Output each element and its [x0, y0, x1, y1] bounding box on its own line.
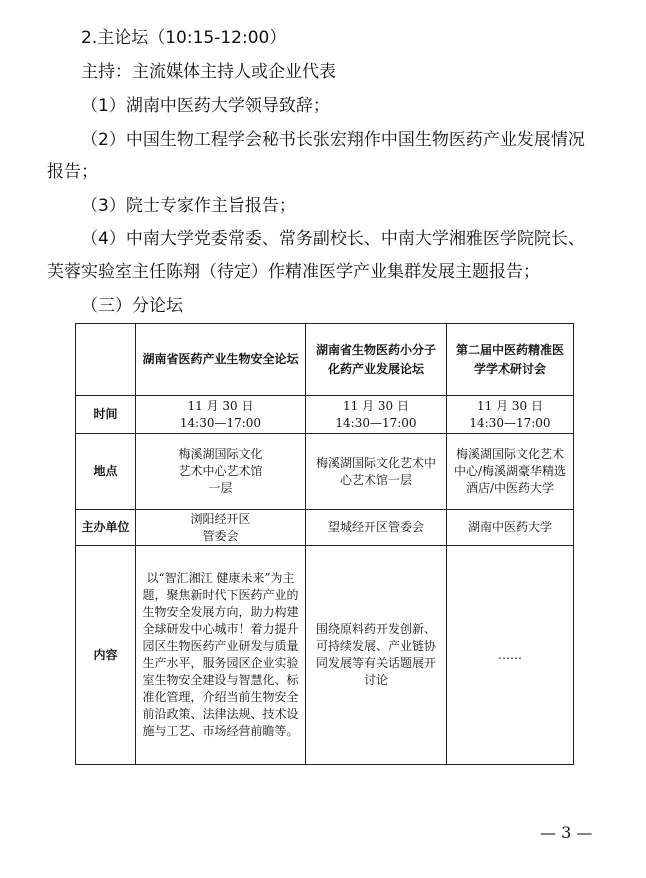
- row-label-time: 时间: [76, 396, 136, 434]
- column-header-small-molecule-forum: 湖南省生物医药小分子化药产业发展论坛: [306, 324, 447, 396]
- table-cell: 梅溪湖国际文化 艺术中心艺术馆 一层: [136, 434, 306, 510]
- table-cell: 望城经开区管委会: [306, 510, 447, 546]
- table-row-organizer: [76, 510, 574, 546]
- page-number: — 3 —: [540, 823, 593, 842]
- host-line: 主持：主流媒体主持人或企业代表: [81, 62, 336, 82]
- sub-forum-table: [75, 323, 574, 765]
- table-cell: 11 月 30 日 14:30—17:00: [447, 396, 574, 434]
- table-cell: 11 月 30 日 14:30—17:00: [306, 396, 447, 434]
- table-cell: ……: [447, 546, 574, 765]
- table-cell: 梅溪湖国际文化艺术中心艺术馆一层: [306, 434, 447, 510]
- agenda-item-3: （3）院士专家作主旨报告；: [81, 196, 296, 216]
- sub-forum-heading: （三）分论坛: [81, 296, 183, 316]
- column-header-biosafety-forum: 湖南省医药产业生物安全论坛: [136, 324, 306, 396]
- table-cell: 浏阳经开区 管委会: [136, 510, 306, 546]
- agenda-item-2: （2）中国生物工程学会秘书长张宏翔作中国生物医药产业发展情况: [81, 130, 585, 150]
- table-cell: 湖南中医药大学: [447, 510, 574, 546]
- row-label-venue: 地点: [76, 434, 136, 510]
- agenda-item-1: （1）湖南中医药大学领导致辞；: [81, 96, 330, 116]
- agenda-item-2-continued: 报告；: [47, 162, 98, 182]
- row-label-organizer: 主办单位: [76, 510, 136, 546]
- table-cell: 围绕原料药开发创新、可持续发展、产业链协同发展等有关话题展开讨论: [306, 546, 447, 765]
- table-row-time: [76, 396, 574, 434]
- table-cell: 以“智汇湘江 健康未来”为主题，聚焦新时代下医药产业的生物安全发展方向，助力构建全球研发中心城市！着力提升园区生物医药产业研发与质量生产水平，服务园区企业实验室生物安全建设与智慧化、标准化管理，介绍当前生物安全前沿政策、法律法规、技术设施与工艺、市场经营前瞻等。: [136, 546, 306, 765]
- main-forum-heading: 2.主论坛（10:15-12:00）: [81, 28, 287, 48]
- column-header-tcm-precision-forum: 第二届中医药精准医学学术研讨会: [447, 324, 574, 396]
- table-header-row: [76, 324, 574, 396]
- table-cell: 梅溪湖国际文化艺术中心/梅溪湖豪华精选酒店/中医药大学: [447, 434, 574, 510]
- row-label-content: 内容: [76, 546, 136, 765]
- table-corner-cell: [76, 324, 136, 396]
- table-row-venue: [76, 434, 574, 510]
- agenda-item-4: （4）中南大学党委常委、常务副校长、中南大学湘雅医学院院长、: [81, 229, 585, 249]
- agenda-item-4-continued: 芙蓉实验室主任陈翔（待定）作精准医学产业集群发展主题报告；: [47, 262, 540, 282]
- table-row-content: [76, 546, 574, 765]
- table-cell: 11 月 30 日 14:30—17:00: [136, 396, 306, 434]
